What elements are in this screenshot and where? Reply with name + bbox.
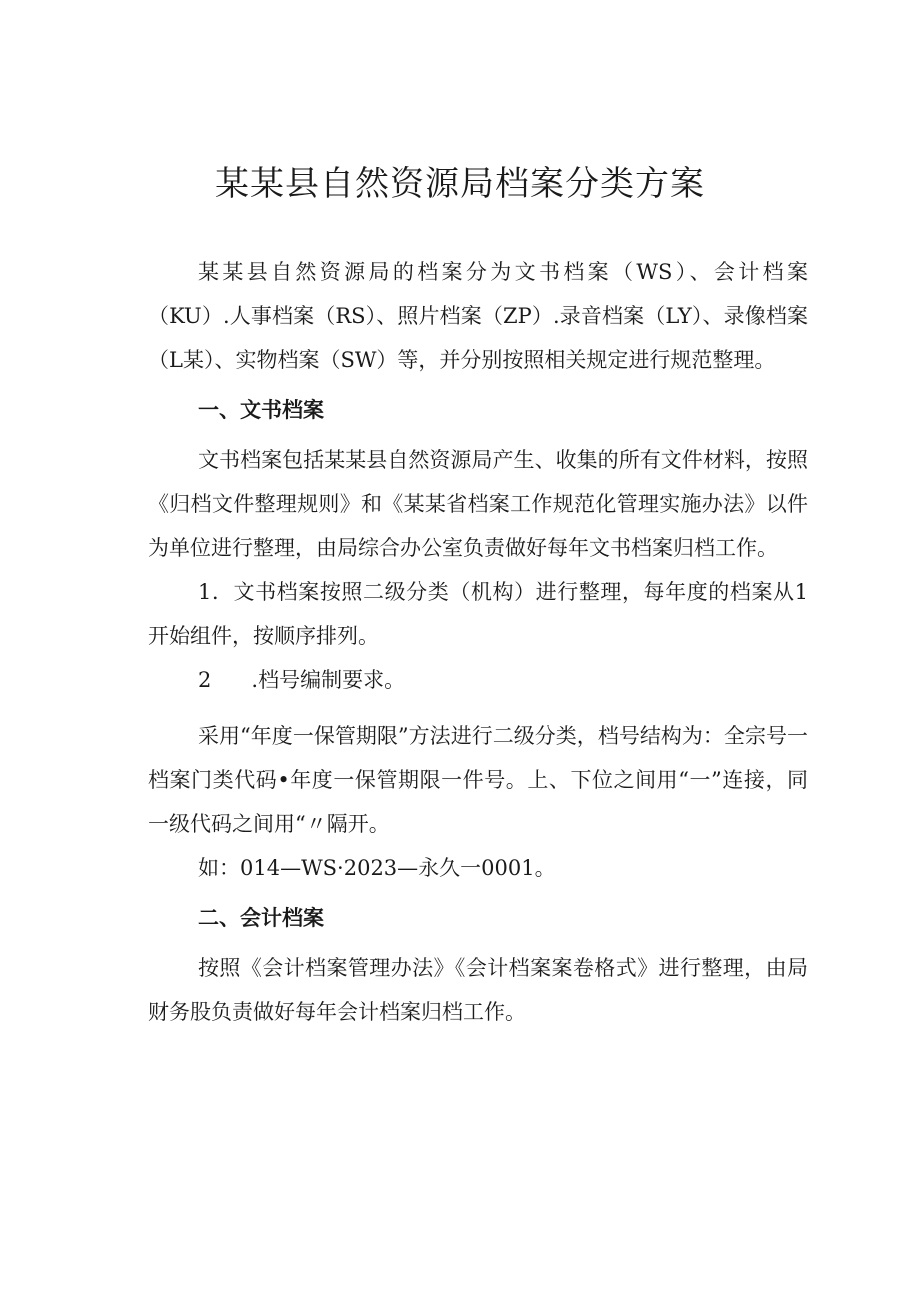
intro-paragraph: 某某县自然资源局的档案分为文书档案（WS）、会计档案（KU）.人事档案（RS）、照片档案（ZP）.录音档案（LY）、录像档案（L某）、实物档案（SW）等，并分别按照相关规定进行规范整理。 [148,260,808,372]
section-heading-kuaiji: 二、会计档案 [198,906,324,930]
archive-number-paragraph: 采用“年度一保管期限”方法进行二级分类，档号结构为：全宗号一档案门类代码•年度一保管期限一件号。上、下位之间用“一”连接，同一级代码之间用“〃隔开。 [148,724,808,836]
section-heading-wenshu: 一、文书档案 [198,398,324,422]
document-title: 某某县自然资源局档案分类方案 [215,164,705,204]
wenshu-item-1: 1．文书档案按照二级分类（机构）进行整理，每年度的档案从1开始组件，按顺序排列。 [148,580,808,648]
document-body [148,250,808,1034]
wenshu-item-2: 2 .档号编制要求。 [198,668,406,692]
kuaiji-paragraph: 按照《会计档案管理办法》《会计档案案卷格式》进行整理，由局财务股负责做好每年会计档案归档工作。 [148,956,808,1024]
wenshu-paragraph: 文书档案包括某某县自然资源局产生、收集的所有文件材料，按照《归档文件整理规则》和《某某省档案工作规范化管理实施办法》以件为单位进行整理，由局综合办公室负责做好每年文书档案归档工作。 [148,448,808,560]
archive-number-example: 如：014—WS·2023—永久一0001。 [198,856,556,880]
